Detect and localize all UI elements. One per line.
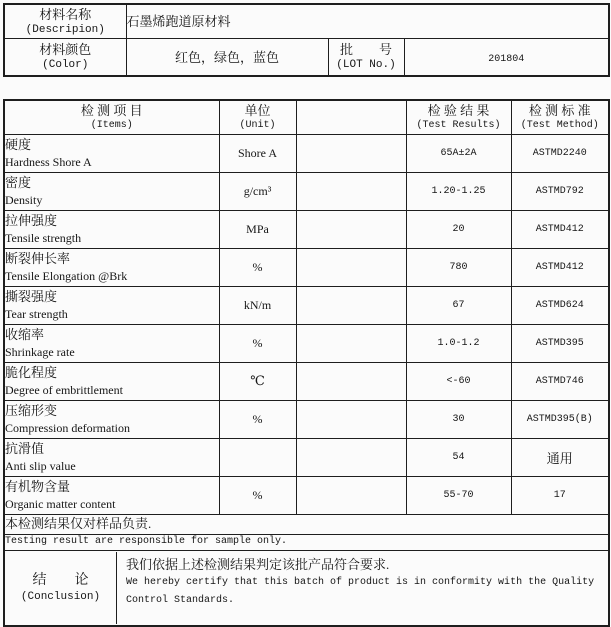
test-table-header-row — [4, 100, 609, 134]
item-name-en: Organic matter content — [5, 497, 116, 511]
blank-cell — [296, 476, 406, 514]
material-color-row — [4, 38, 609, 76]
material-color-value-cell — [126, 38, 328, 76]
item-cell — [4, 324, 219, 362]
unit-header-cell — [219, 100, 296, 134]
item-cell — [4, 438, 219, 476]
unit-cell: % — [219, 400, 296, 438]
method-cell: ASTMD412 — [511, 210, 609, 248]
method-cell: ASTMD412 — [511, 248, 609, 286]
conclusion-body — [117, 552, 608, 624]
result-cell: 65A±2A — [406, 134, 511, 172]
item-name-zh: 脆化程度 — [5, 365, 58, 380]
blank-cell — [296, 248, 406, 286]
result-cell: 1.0-1.2 — [406, 324, 511, 362]
lot-value: 201804 — [488, 53, 525, 65]
items-header-cell — [4, 100, 219, 134]
method-header-en: (Test Method) — [520, 120, 599, 132]
result-cell: 1.20-1.25 — [406, 172, 511, 210]
item-name-en: Tensile strength — [5, 231, 82, 245]
items-header-zh: 检 测 项 目 — [80, 103, 143, 119]
method-cell: 通用 — [511, 438, 609, 476]
unit-cell: % — [219, 476, 296, 514]
item-name-zh: 有机物含量 — [5, 479, 71, 494]
material-name-value-cell — [126, 4, 609, 38]
blank-cell — [296, 400, 406, 438]
item-name-en: Tensile Elongation @Brk — [5, 269, 128, 283]
item-name-en: Anti slip value — [5, 459, 76, 473]
item-cell — [4, 476, 219, 514]
material-color-label-en: (Color) — [42, 59, 89, 72]
conclusion-text-en: We hereby certify that this batch of product is in conformity with the Quality Control Standards. — [126, 576, 595, 606]
conclusion-row — [4, 550, 609, 626]
results-header-en: (Test Results) — [416, 120, 501, 132]
item-cell — [4, 362, 219, 400]
item-name-en: Shrinkage rate — [5, 345, 75, 359]
table-row-organic-content — [4, 476, 609, 514]
item-cell — [4, 248, 219, 286]
blank-cell — [296, 362, 406, 400]
conclusion-label-en: (Conclusion) — [20, 590, 101, 603]
blank-cell — [296, 210, 406, 248]
table-row-density — [4, 172, 609, 210]
unit-cell: % — [219, 324, 296, 362]
unit-cell: kN/m — [219, 286, 296, 324]
unit-header-en: (Unit) — [239, 120, 276, 132]
result-cell: 780 — [406, 248, 511, 286]
item-cell — [4, 210, 219, 248]
material-name-label-en: (Descripion) — [25, 23, 105, 36]
item-cell — [4, 172, 219, 210]
table-row-anti-slip — [4, 438, 609, 476]
unit-cell: ℃ — [219, 362, 296, 400]
item-name-en: Tear strength — [5, 307, 68, 321]
blank-cell — [296, 324, 406, 362]
item-cell — [4, 400, 219, 438]
item-name-en: Hardness Shore A — [5, 155, 92, 169]
lot-value-cell — [404, 38, 609, 76]
table-row-elongation — [4, 248, 609, 286]
material-name-label-zh: 材料名称 — [39, 6, 92, 22]
result-cell: 20 — [406, 210, 511, 248]
table-row-shrinkage — [4, 324, 609, 362]
item-name-zh: 断裂伸长率 — [5, 251, 71, 266]
method-cell: ASTMD395(B) — [511, 400, 609, 438]
results-header-zh: 检 验 结 果 — [427, 103, 490, 119]
method-cell: 17 — [511, 476, 609, 514]
material-name-label-cell — [4, 4, 126, 38]
note-en: Testing result are responsible for sample only. — [4, 534, 609, 550]
table-row-tear-strength — [4, 286, 609, 324]
unit-header-zh: 单位 — [244, 103, 271, 119]
lot-label-zh: 批 号 — [339, 42, 392, 58]
conclusion-label-zh: 结 论 — [32, 572, 89, 588]
method-cell: ASTMD2240 — [511, 134, 609, 172]
spacer-header-cell — [296, 100, 406, 134]
unit-cell: % — [219, 248, 296, 286]
item-name-zh: 撕裂强度 — [5, 289, 58, 304]
lot-label-cell — [328, 38, 404, 76]
result-cell: 54 — [406, 438, 511, 476]
table-row-tensile-strength — [4, 210, 609, 248]
item-name-en: Degree of embrittlement — [5, 383, 123, 397]
table-row-embrittlement — [4, 362, 609, 400]
note-zh: 本检测结果仅对样品负责. — [4, 514, 609, 534]
table-row-hardness — [4, 134, 609, 172]
method-header-zh: 检 测 标 准 — [528, 103, 591, 119]
note-row-zh — [4, 514, 609, 534]
table-row-compression — [4, 400, 609, 438]
unit-cell: Shore A — [219, 134, 296, 172]
material-color-label-cell — [4, 38, 126, 76]
items-header-en: (Items) — [90, 120, 133, 132]
test-results-table — [3, 99, 610, 627]
lot-label-en: (LOT No.) — [336, 59, 396, 72]
item-cell — [4, 286, 219, 324]
result-cell: <-60 — [406, 362, 511, 400]
note-row-en — [4, 534, 609, 550]
blank-cell — [296, 134, 406, 172]
material-color-label-zh: 材料颜色 — [39, 42, 92, 58]
method-cell: ASTMD792 — [511, 172, 609, 210]
method-cell: ASTMD395 — [511, 324, 609, 362]
result-cell: 67 — [406, 286, 511, 324]
item-name-zh: 抗滑值 — [5, 441, 45, 456]
blank-cell — [296, 438, 406, 476]
blank-cell — [296, 172, 406, 210]
blank-cell — [296, 286, 406, 324]
material-info-table — [3, 3, 610, 77]
result-cell: 55-70 — [406, 476, 511, 514]
unit-cell: g/cm³ — [219, 172, 296, 210]
item-cell — [4, 134, 219, 172]
unit-cell — [219, 438, 296, 476]
results-header-cell — [406, 100, 511, 134]
conclusion-label — [5, 552, 117, 624]
material-name-row — [4, 4, 609, 38]
item-name-zh: 硬度 — [5, 137, 32, 152]
conclusion-cell — [4, 550, 609, 626]
result-cell: 30 — [406, 400, 511, 438]
item-name-en: Density — [5, 193, 43, 207]
item-name-zh: 收缩率 — [5, 327, 45, 342]
item-name-en: Compression deformation — [5, 421, 130, 435]
conclusion-layout — [5, 552, 608, 624]
item-name-zh: 密度 — [5, 175, 32, 190]
method-cell: ASTMD624 — [511, 286, 609, 324]
unit-cell: MPa — [219, 210, 296, 248]
conclusion-text-zh: 我们依据上述检测结果判定该批产品符合要求. — [126, 556, 390, 572]
item-name-zh: 压缩形变 — [5, 403, 58, 418]
material-color-value: 红色，绿色，蓝色 — [174, 50, 279, 66]
item-name-zh: 拉伸强度 — [5, 213, 58, 228]
method-header-cell — [511, 100, 609, 134]
material-name-value: 石墨烯跑道原材料 — [126, 13, 231, 29]
method-cell: ASTMD746 — [511, 362, 609, 400]
